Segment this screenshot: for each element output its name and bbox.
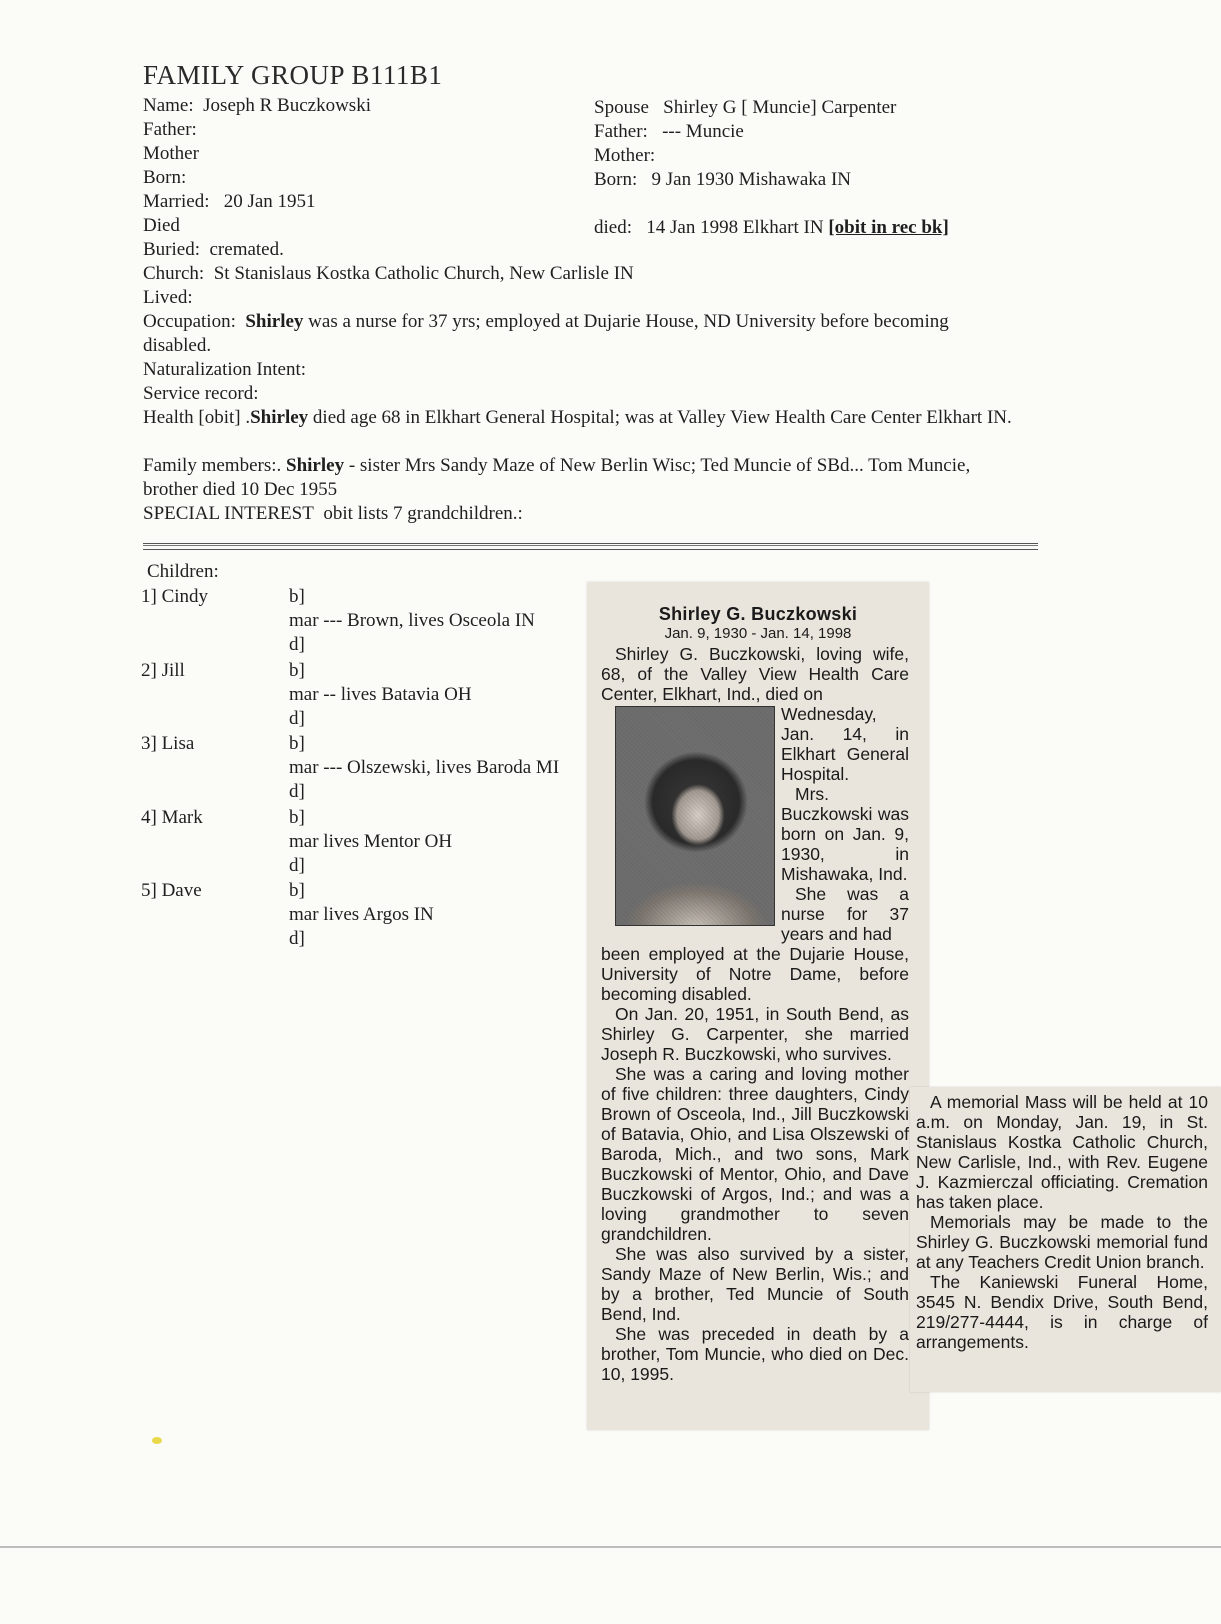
spouse-father: --- Muncie [662, 121, 744, 142]
obit-second-column [916, 1092, 1208, 1352]
label: Occupation: [143, 311, 236, 332]
child-married: mar --- Olszewski, lives Baroda MI [289, 757, 560, 778]
child-name: 4] Mark [141, 806, 203, 828]
family-row [143, 454, 993, 502]
label: Church: [143, 263, 205, 284]
obit-text: Shirley G. Buczkowski, loving wife, 68, of the Valley View Health Care Center, Elkhart, Ind., died on [601, 644, 909, 704]
child-died-label: d] [289, 781, 305, 802]
service-label: Service record: [143, 383, 259, 404]
husband-died-label: Died [143, 215, 180, 236]
label: SPECIAL INTEREST [143, 503, 314, 524]
label: Health [obit] . [143, 407, 251, 428]
label: Family members:. [143, 455, 282, 476]
spouse-born: 9 Jan 1930 Mishawaka IN [651, 169, 851, 190]
naturalization-label: Naturalization Intent: [143, 359, 307, 380]
buried-value: cremated. [209, 239, 284, 260]
special-row [143, 502, 523, 526]
obituary-photo [615, 706, 775, 926]
label: Spouse [594, 97, 649, 118]
child-name: 1] Cindy [141, 586, 209, 607]
spouse-father-row [594, 120, 744, 144]
obit-text: On Jan. 20, 1951, in South Bend, as Shirley G. Carpenter, she married Joseph R. Buczkowski, who survives. [601, 1004, 909, 1064]
child-died-label: d] [289, 707, 305, 729]
child-born-label: b] [289, 586, 305, 607]
special-text: obit lists 7 grandchildren.: [323, 503, 523, 524]
married-row [143, 190, 316, 214]
child-born-label: b] [289, 733, 305, 754]
label: Married: [143, 191, 210, 212]
page-title: FAMILY GROUP B111B1 [143, 60, 443, 90]
obit-text: A memorial Mass will be held at 10 a.m. on Monday, Jan. 19, in St. Stanislaus Kostka Catholic Church, New Carlisle, Ind., with Rev. Eugene J. Kazmierczal officiating. Cremation has taken place. [916, 1092, 1208, 1212]
obit-text: The Kaniewski Funeral Home, 3545 N. Bendix Drive, South Bend, 219/277-4444, is in charge of arrangements. [916, 1272, 1208, 1352]
child-married: mar -- lives Batavia OH [289, 683, 472, 705]
scan-speck [152, 1437, 162, 1444]
occupation-row [143, 310, 963, 358]
obit-main-column [601, 944, 909, 1384]
child-name: 5] Dave [141, 880, 202, 901]
obit-text: She was a caring and loving mother of five children: three daughters, Cindy Brown of Osceola, Ind., Jill Buczkowski of Batavia, Ohio, and Lisa Olszewski of Baroda, Mich., and two sons, Mark Buczkowski of Mentor, Ohio, and Dave Buczkowski of Argos, Ind.; and was a loving grandmother to seven grandchildren. [601, 1064, 909, 1244]
family-text: - sister Mrs Sandy Maze of New Berlin Wisc; Ted Muncie of SBd... Tom Muncie, brother died 10 Dec 1955 [143, 455, 971, 500]
obit-text: She was a nurse for 37 years and had [781, 884, 909, 944]
obit-text: Memorials may be made to the Shirley G. Buczkowski memorial fund at any Teachers Credit Union branch. [916, 1212, 1208, 1272]
label: died: [594, 217, 632, 238]
obit-name: Shirley G. Buczkowski [658, 604, 858, 624]
church-value: St Stanislaus Kostka Catholic Church, New Carlisle IN [213, 263, 634, 284]
child-married: mar lives Argos IN [289, 904, 434, 925]
label: Name: [143, 95, 194, 116]
health-row [143, 406, 1013, 430]
spouse-mother-label: Mother: [594, 145, 656, 166]
husband-name-row [143, 94, 371, 118]
husband-born-label: Born: [143, 167, 187, 188]
obit-text: Mrs. Buczkowski was born on Jan. 9, 1930, in Mishawaka, Ind. [781, 784, 909, 884]
obit-text: been employed at the Dujarie House, University of Notre Dame, before becoming disabled. [601, 944, 909, 1004]
lived-label: Lived: [143, 287, 193, 308]
scan-edge-line [0, 1546, 1221, 1548]
child-born-label: b] [289, 880, 305, 901]
buried-row [143, 238, 284, 262]
spouse-name: Shirley G [ Muncie] Carpenter [663, 97, 897, 118]
obit-para-1 [601, 644, 909, 704]
child-married: mar --- Brown, lives Osceola IN [289, 610, 535, 631]
obit-text: She was preceded in death by a brother, Tom Muncie, who died on Dec. 10, 1995. [601, 1324, 909, 1384]
church-row [143, 262, 634, 286]
label: Buried: [143, 239, 200, 260]
child-married: mar lives Mentor OH [289, 830, 453, 852]
spouse-died: 14 Jan 1998 Elkhart IN [646, 217, 824, 238]
spouse-died-row [594, 216, 949, 240]
children-label: Children: [147, 561, 219, 582]
husband-mother-label: Mother [143, 143, 199, 164]
label: Born: [594, 169, 638, 190]
obit-text: She was also survived by a sister, Sandy Maze of New Berlin, Wis.; and by a brother, Ted Muncie of South Bend, Ind. [601, 1244, 909, 1324]
label: Father: [594, 121, 648, 142]
section-divider [143, 543, 1038, 550]
husband-name: Joseph R Buczkowski [203, 95, 371, 116]
child-born-label: b] [289, 806, 305, 828]
obituary-clipping-continued [910, 1087, 1221, 1392]
obit-side-column [781, 704, 909, 944]
spouse-born-row [594, 168, 851, 192]
obit-text: Wednesday, Jan. 14, in Elkhart General Hospital. [781, 704, 909, 784]
obit-link: [obit in rec bk] [828, 217, 949, 238]
obit-dates: Jan. 9, 1930 - Jan. 14, 1998 [664, 625, 852, 642]
child-name: 3] Lisa [141, 733, 195, 754]
child-died-label: d] [289, 634, 305, 655]
child-died-label: d] [289, 854, 305, 876]
bold-name: Shirley [250, 407, 309, 428]
child-born-label: b] [289, 659, 305, 681]
bold-name: Shirley [286, 455, 345, 476]
occupation-text: was a nurse for 37 yrs; employed at Dujarie House, ND University before becoming disabled. [143, 311, 949, 356]
spouse-row [594, 96, 896, 120]
married-date: 20 Jan 1951 [223, 191, 316, 212]
obituary-clipping [587, 582, 929, 1430]
child-name: 2] Jill [141, 659, 185, 681]
husband-father-label: Father: [143, 119, 197, 140]
bold-name: Shirley [245, 311, 304, 332]
health-text: died age 68 in Elkhart General Hospital; was at Valley View Health Care Center Elkhart IN. [312, 407, 1012, 428]
child-died-label: d] [289, 928, 305, 949]
